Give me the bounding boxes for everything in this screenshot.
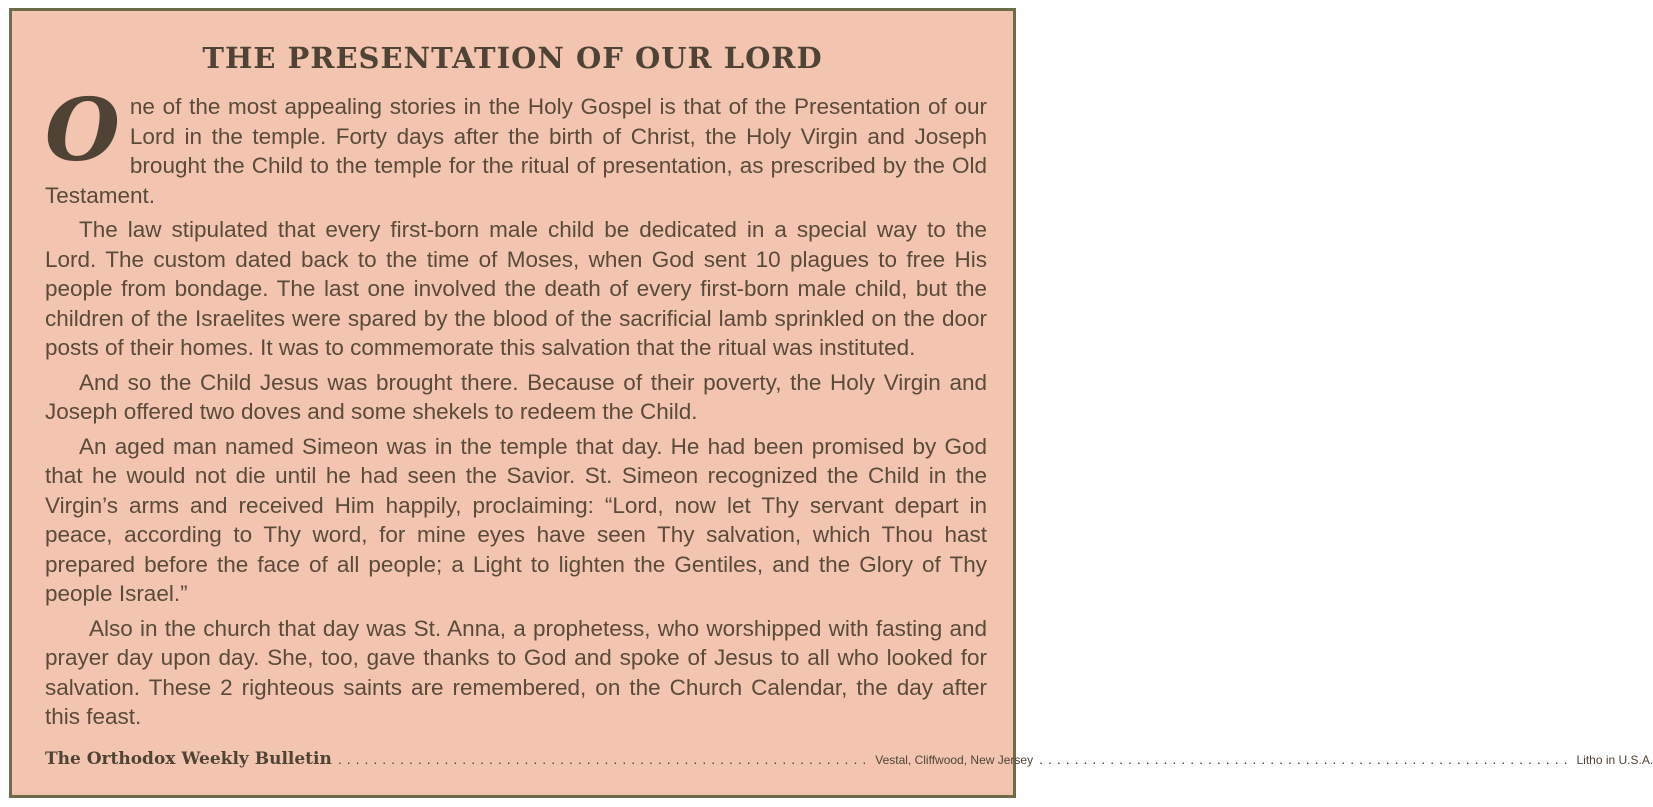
drop-cap: O [45,80,120,181]
paragraph-2: The law stipulated that every first-born male child be dedicated in a special way to the Lord. The custom dated back to the time of Moses, when God sent 10 plagues to free His people from bondage. The last one involved the death of every first-born male child, but the children of the Israelites were spared by the blood of the sacrificial lamb sprinkled on the door posts of their homes. It was to commemorate this salvation that the ritual was instituted. [45,217,987,360]
paragraph-4: An aged man named Simeon was in the temple that day. He had been promised by God that he would not die until he had seen the Savior. St. Simeon recognized the Child in the Virgin’s arms and received Him happily, proclaiming: “Lord, now let Thy servant depart in peace, according to Thy word, for mine eyes have seen Thy salvation, which Thou hast prepared before the face of all people; a Light to lighten the Gentiles, and the Glory of Thy people Israel.” [45,433,987,606]
publisher-location: Vestal, Cliffwood, New Jersey [875,753,1034,767]
paragraph-5: Also in the church that day was St. Anna, a prophetess, who worshipped with fasting and prayer day upon day. She, too, gave thanks to God and spoke of Jesus to all who looked for salvation. These 2 righteous saints are remembered, on the Church Calendar, the day after this feast. [45,615,987,729]
leader-dots: ............................................................ [337,751,872,767]
leader-dots-2: ............................................................ [1039,751,1573,767]
page-title: THE PRESENTATION OF OUR LORD [202,41,823,75]
bulletin-card [9,8,1653,798]
paragraph-1 [45,80,987,210]
footer [45,749,1653,773]
article-body [45,80,987,737]
paragraph-3: And so the Child Jesus was brought there. Because of their poverty, the Holy Virgin and Joseph offered two doves and some shekels to redeem the Child. [45,369,987,424]
publication-name: The Orthodox Weekly Bulletin [45,749,332,769]
printer-note: Litho in U.S.A. [1576,753,1653,767]
paragraph-1-text: ne of the most appealing stories in the Holy Gospel is that of the Presentation of our Lord in the temple. Forty days after the birth of Christ, the Holy Virgin and Joseph brought the Child to the temple for the ritual of presentation, as prescribed by the Old Testament. [45,94,987,208]
